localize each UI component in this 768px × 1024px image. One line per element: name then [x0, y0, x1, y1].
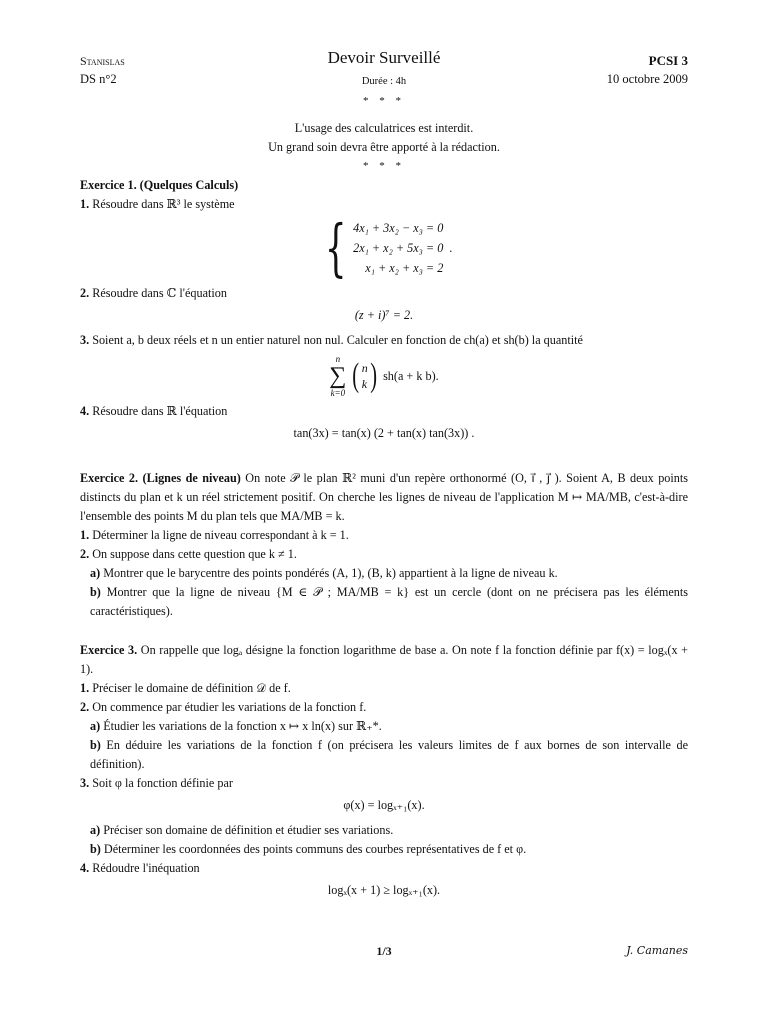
subquestion-label: b)	[90, 738, 101, 752]
sum-upper: n	[335, 354, 341, 364]
question-text: On commence par étudier les variations de la fonction f.	[92, 700, 367, 714]
ex3-question-2	[80, 698, 688, 717]
ex2-question-2a	[80, 564, 688, 583]
left-paren-icon: (	[352, 357, 360, 394]
question-text: Soient a, b deux réels et n un entier naturel non nul. Calculer en fonction de ch(a) et sh(b) la quantité	[92, 333, 583, 347]
exam-date: 10 octobre 2009	[606, 72, 688, 86]
ex3-question-2b	[80, 736, 688, 774]
question-text: Résoudre dans ℂ l'équation	[92, 286, 227, 300]
sum-term: sh(a + k b).	[383, 368, 439, 383]
sum-lower: k=0	[330, 388, 346, 398]
subquestion-label: b)	[90, 842, 101, 856]
equation-phi: φ(x) = logₓ₊₁(x).	[343, 798, 425, 812]
header	[80, 48, 688, 92]
question-number: 3.	[80, 776, 90, 790]
exercise-1-title: Exercice 1. (Quelques Calculs)	[80, 178, 239, 192]
system-end: .	[449, 240, 453, 255]
question-number: 2.	[80, 547, 90, 561]
question-number: 4.	[80, 861, 90, 875]
exercise-2-title: Exercice 2. (Lignes de niveau)	[80, 471, 241, 485]
subquestion-label: a)	[90, 566, 101, 580]
sigma-icon: ∑	[329, 363, 347, 389]
ex1-question-2	[80, 284, 688, 303]
question-text: Résoudre dans ℝ l'équation	[92, 404, 228, 418]
question-text: Résoudre dans ℝ³ le système	[92, 197, 235, 211]
document-page	[80, 48, 688, 906]
system-equation-3: x₁ + x₂ + x₃ = 2	[365, 261, 444, 275]
linear-system	[80, 211, 688, 284]
question-number: 1.	[80, 528, 90, 542]
ex3-question-3b	[80, 840, 688, 859]
subquestion-text: Montrer que le barycentre des points pondérés (A, 1), (B, k) appartient à la ligne de niveau k.	[103, 566, 558, 580]
question-text: Préciser le domaine de définition 𝒟 de f.	[92, 681, 291, 695]
separator-stars: * * *	[363, 95, 405, 107]
exam-number: DS n°2	[80, 72, 117, 86]
subquestion-label: b)	[90, 585, 101, 599]
ex1-question-3	[80, 331, 688, 350]
ex2-question-2b	[80, 583, 688, 621]
ex3-question-1	[80, 679, 688, 698]
question-number: 1.	[80, 197, 90, 211]
separator-stars-2: * * *	[363, 160, 405, 172]
subquestion-text: Étudier les variations de la fonction x ↦ x ln(x) sur ℝ₊*.	[103, 719, 382, 733]
subquestion-text: Déterminer les coordonnées des points communs des courbes représentatives de f et φ.	[103, 842, 527, 856]
question-text: Rédoudre l'inéquation	[92, 861, 200, 875]
ex2-intro-text: On note 𝒫 le plan ℝ² muni d'un repère orthonormé (O, i⃗ , j⃗ ). Soient A, B deux points distincts du plan et k un réel strictement positif. On cherche les lignes de niveau de l'application M ↦ MA/MB, c'est-à-dire l'ensemble des points M du plan tels que MA/MB = k.	[80, 471, 688, 523]
question-number: 4.	[80, 404, 90, 418]
author-signature: J. Camanes	[626, 944, 688, 957]
ex2-intro	[80, 469, 688, 526]
subquestion-text: En déduire les variations de la fonction f (on précisera les valeurs limites de f aux bornes de son intervalle de définition).	[90, 738, 688, 771]
intro-line-1: L'usage des calculatrices est interdit.	[294, 121, 474, 135]
subquestion-text: Préciser son domaine de définition et étudier ses variations.	[103, 823, 394, 837]
ex2-question-1	[80, 526, 688, 545]
ex3-intro-text: On rappelle que logₐ désigne la fonction logarithme de base a. On note f la fonction définie par f(x) = logₓ(x + 1).	[80, 643, 689, 676]
binomial-coefficient	[350, 359, 379, 393]
inequation-log: logₓ(x + 1) ≥ logₓ₊₁(x).	[327, 883, 441, 897]
equation-tan: tan(3x) = tan(x) (2 + tan(x) tan(3x)) .	[293, 426, 475, 440]
school-name: Stanislas	[80, 54, 125, 68]
binom-bottom: k	[361, 377, 368, 391]
ex3-question-3	[80, 774, 688, 793]
binom-top: n	[361, 361, 368, 375]
question-text: On suppose dans cette question que k ≠ 1.	[92, 547, 297, 561]
ex3-intro	[80, 641, 688, 679]
page-title: Devoir Surveillé	[327, 48, 441, 67]
ex3-question-3a	[80, 821, 688, 840]
question-number: 2.	[80, 700, 90, 714]
right-paren-icon: )	[370, 357, 377, 394]
system-equation-1: 4x₁ + 3x₂ − x₃ = 0	[353, 221, 444, 235]
exercise-3-title: Exercice 3.	[80, 643, 138, 657]
question-number: 1.	[80, 681, 90, 695]
ex1-question-4	[80, 402, 688, 421]
intro-line-2: Un grand soin devra être apporté à la rédaction.	[268, 140, 500, 154]
subquestion-label: a)	[90, 719, 101, 733]
page-number: 1/3	[376, 944, 392, 958]
system-equation-2: 2x₁ + x₂ + 5x₃ = 0	[353, 241, 444, 255]
question-text: Déterminer la ligne de niveau correspondant à k = 1.	[92, 528, 349, 542]
page-footer	[80, 944, 688, 964]
sum-formula	[80, 354, 688, 398]
subquestion-label: a)	[90, 823, 101, 837]
left-brace-icon: {	[324, 211, 347, 284]
ex2-question-2	[80, 545, 688, 564]
question-number: 2.	[80, 286, 90, 300]
question-number: 3.	[80, 333, 90, 347]
subquestion-text: Montrer que la ligne de niveau {M ∈ 𝒫 ; MA/MB = k} est un cercle (dont on ne précisera pas les éléments caractéristiques).	[90, 585, 688, 618]
class-name: PCSI 3	[648, 53, 688, 68]
equation-complex: (z + i)⁷ = 2.	[354, 308, 414, 322]
question-text: Soit φ la fonction définie par	[92, 776, 233, 790]
ex3-question-4	[80, 859, 688, 878]
ex1-question-1	[80, 195, 688, 214]
duration: Durée : 4h	[361, 76, 407, 87]
ex3-question-2a	[80, 717, 688, 736]
